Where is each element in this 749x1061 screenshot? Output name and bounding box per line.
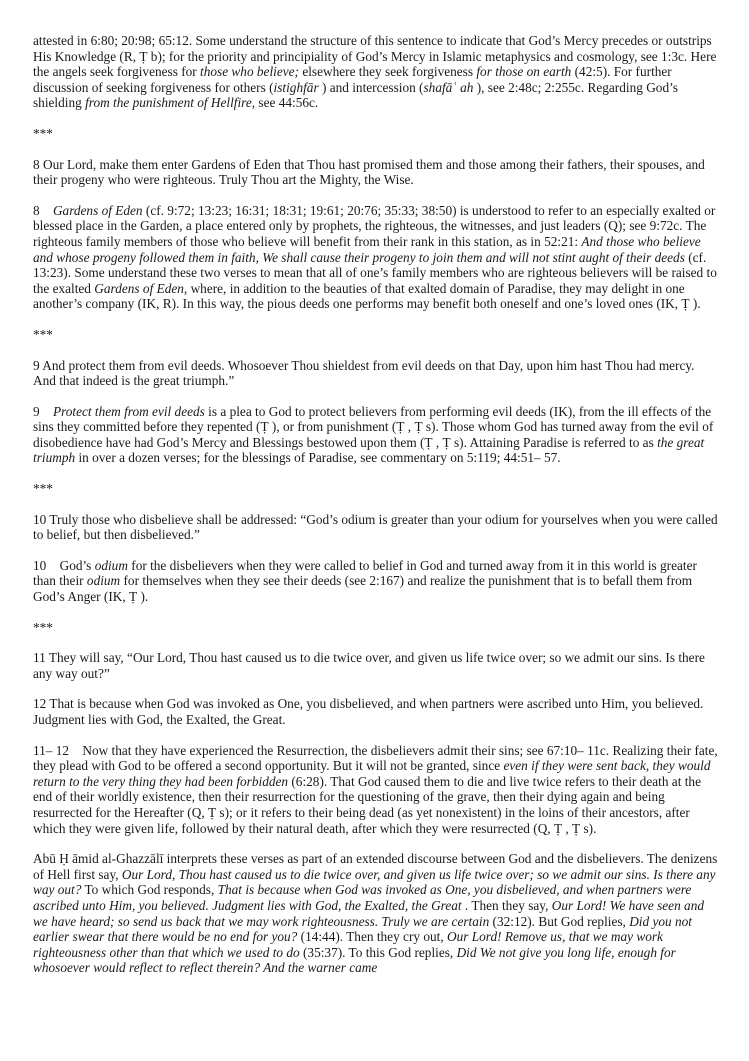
italic-text-run: even if they were sent back, they would return to the very thing they had been forbidden	[33, 758, 714, 789]
section-separator	[33, 327, 718, 343]
verse-translation	[33, 511, 721, 543]
italic-text-run: shafāʿ ah	[423, 79, 474, 95]
italic-text-run: Gardens of Eden,	[94, 280, 188, 296]
text-run: (32:12). But God replies,	[489, 913, 630, 929]
italic-text-run: for those on earth	[476, 64, 572, 80]
italic-text-run: those who believe;	[200, 64, 299, 80]
text-run: 12 That is because when God was invoked as One, you disbelieved, and when partners were ascribed unto Him, you believed. Judgment lies with God, the Exalted, the Great.	[33, 696, 707, 727]
italic-text-run: Our Lord! We have seen and we have heard; so send us back that we may work righteousness. Truly we are certain	[33, 897, 708, 929]
commentary-paragraph	[33, 742, 722, 837]
verse-translation	[33, 358, 718, 389]
section-separator	[33, 126, 718, 142]
commentary-paragraph	[33, 558, 718, 605]
section-separator	[33, 620, 718, 636]
text-run: elsewhere they seek forgiveness	[299, 64, 477, 80]
italic-text-run: Protect them from evil deeds	[52, 403, 205, 419]
text-run: ***	[33, 125, 53, 141]
text-run: 9 And protect them from evil deeds. Whosoever Thou shieldest from evil deeds on that Day, upon him hast Thou had mercy. And that indeed is the great triumph.”	[33, 357, 698, 389]
italic-text-run: from the punishment of Hellfire,	[85, 95, 256, 111]
text-run: where, in addition to the beauties of that exalted domain of Paradise, they may delight in one another’s company (IK, R). In this way, the pious deeds one performs may benefit both oneself and one’s loved ones (IK, Ṭ ).	[33, 280, 701, 312]
italic-text-run: istighfār	[273, 79, 319, 95]
italic-text-run: And those who believe and whose progeny followed them in faith, We shall cause their progeny to join them and will not stint aught of their deeds	[33, 233, 704, 265]
section-separator	[33, 481, 718, 497]
text-run: attested in 6:80; 20:98; 65:12. Some understand the structure of this sentence to indicate that God’s Mercy precedes or outstrips His Knowledge (R, Ṭ b); for the priority and principiality of God’s Mercy in Islamic metaphysics and cosmology, see 1:3c. Here the angels seek forgiveness for	[33, 33, 720, 80]
text-run: for the disbelievers when they were called to belief in God and turned away from it in this world is greater than their	[33, 557, 701, 589]
page-content	[33, 33, 722, 976]
text-run: To which God responds,	[81, 882, 218, 898]
verse-translation	[33, 696, 718, 727]
commentary-paragraph	[33, 202, 721, 312]
text-run: (42:5). For further discussion of seeking forgiveness for others (	[33, 64, 676, 95]
text-run: (35:37). To this God replies,	[299, 944, 457, 960]
verse-translation	[33, 157, 718, 188]
text-run: 10 God’s	[33, 557, 95, 573]
text-run: ), see 2:48c; 2:255c. Regarding God’s shielding	[33, 79, 682, 111]
text-run: 8	[33, 202, 53, 218]
text-run: ***	[33, 481, 53, 497]
italic-text-run: odium	[86, 573, 121, 589]
italic-text-run: Gardens of Eden	[52, 202, 143, 218]
text-run: 10 Truly those who disbelieve shall be addressed: “God’s odium is greater than your odium for yourselves when you were called to belief, but then disbelieved.”	[33, 511, 721, 543]
italic-text-run: That is because when God was invoked as One, you disbelieved, and when partners were ascribed unto Him, you believed. Judgment lies with God, the Exalted, the Great	[33, 882, 695, 913]
text-run: in over a dozen verses; for the blessings of Paradise, see commentary on 5:119; 44:51– 57.	[75, 450, 561, 466]
text-run: 9	[33, 403, 53, 419]
text-run: ) and intercession (	[318, 79, 424, 95]
text-run: ***	[33, 326, 53, 342]
commentary-paragraph	[33, 33, 718, 111]
italic-text-run: Did We not give you long life, enough for whosoever would reflect to reflect therein? And the warner came	[33, 944, 680, 976]
text-run: is a plea to God to protect believers from performing evil deeds (IK), from the ill effects of the sins they committed before they repented (Ṭ ), or from punishment (Ṭ , Ṭ s). Those whom God has turned away from the evil of disobedience have had God’s Mercy and Blessings bestowed upon them (Ṭ , Ṭ s). Attaining Paradise is referred to as	[33, 403, 717, 450]
text-run: (cf. 9:72; 13:23; 16:31; 18:31; 19:61; 20:76; 35:33; 38:50) is understood to refer to an especially exalted or blessed place in the Garden, a place entered only by prophets, the righteous, the witnesses, and just leaders (Q); see 9:72c. The righteous family members of those who believe will benefit from their rank in this station, as in 52:21:	[33, 202, 719, 249]
text-run: ***	[33, 619, 53, 635]
text-run: for themselves when they see their deeds (see 2:167) and realize the punishment that is to befall them from God’s Anger (IK, Ṭ ).	[33, 573, 696, 605]
verse-translation	[33, 650, 718, 681]
text-run: 11 They will say, “Our Lord, Thou hast caused us to die twice over, and given us life twice over; so we admit our sins. Is there any way out?”	[33, 650, 709, 681]
italic-text-run: Our Lord, Thou hast caused us to die twice over, and given us life twice over; so we admit our sins. Is there any way out?	[33, 866, 719, 898]
text-run: (6:28). That God caused them to die and live twice refers to their death at the end of their worldly existence, then their resurrection for the questioning of the grave, then their dying again and being resurrected for the Hereafter (Q, Ṭ s); or it refers to their being dead (as yet nonexistent) in the loins of their ancestors, after which they were given life, followed by their natural death, after which they were resurrected (Q, Ṭ , Ṭ s).	[33, 773, 705, 836]
text-run: (14:44). Then they cry out,	[297, 929, 447, 945]
italic-text-run: odium	[94, 557, 128, 573]
italic-text-run: Did you not earlier swear that there would be no end for you?	[33, 913, 696, 945]
commentary-paragraph	[33, 851, 721, 976]
text-run: 8 Our Lord, make them enter Gardens of Eden that Thou hast promised them and those among their fathers, their spouses, and their progeny who were righteous. Truly Thou art the Mighty, the Wise.	[33, 156, 709, 188]
text-run: Abū Ḥ āmid al-Ghazzālī interprets these verses as part of an extended discourse between God and the disbelievers. The denizens of Hell first say,	[33, 851, 721, 882]
text-run: . Then they say,	[461, 897, 552, 913]
text-run: 11– 12 Now that they have experienced the Resurrection, the disbelievers admit their sins; see 67:10– 11c. Realizing their fate, they plead with God to be offered a second opportunity. But it will not be granted, since	[33, 742, 722, 774]
italic-text-run: Our Lord! Remove us, that we may work righteousness other than that which we used to do	[33, 929, 667, 960]
text-run: see 44:56c.	[255, 95, 319, 111]
italic-text-run: the great triumph	[33, 434, 708, 466]
text-run: (cf. 13:23). Some understand these two verses to mean that all of one’s family members who are righteous believers will be raised to the exalted	[33, 249, 721, 296]
commentary-paragraph	[33, 404, 718, 466]
